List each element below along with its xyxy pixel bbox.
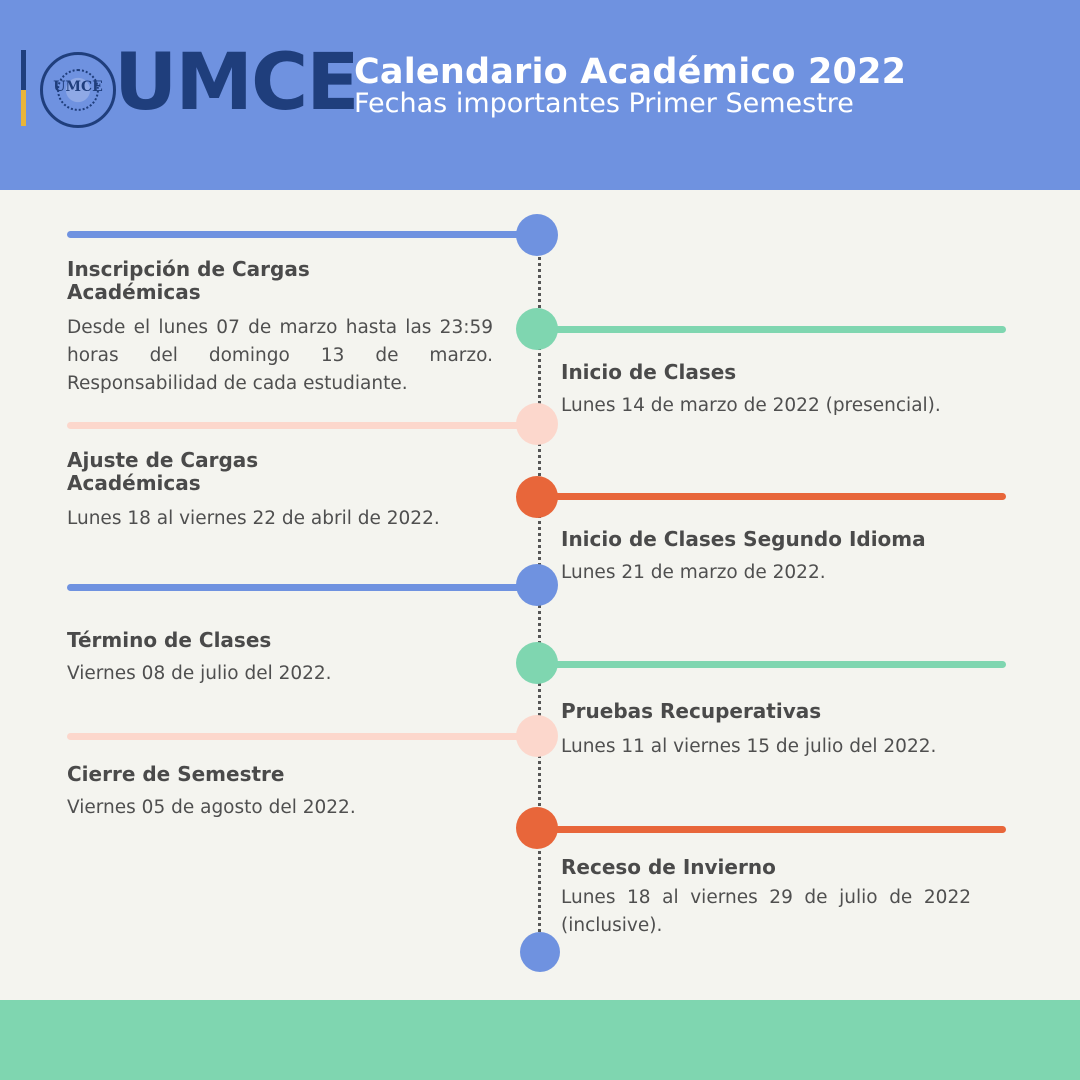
timeline-dot (520, 932, 560, 972)
event-desc-termino: Viernes 08 de julio del 2022. (67, 663, 332, 684)
event-title-ajuste: Ajuste de Cargas Académicas (67, 448, 259, 495)
event-title-pruebas: Pruebas Recuperativas (561, 699, 822, 723)
university-seal-icon (40, 52, 116, 128)
event-title-segundo-idioma: Inicio de Clases Segundo Idioma (561, 527, 926, 551)
logo-bar-blue (21, 50, 26, 90)
timeline-bar-right (538, 661, 1006, 668)
timeline-dot (516, 715, 558, 757)
timeline-bar-left (67, 584, 537, 591)
timeline-bar-left (67, 231, 537, 238)
event-desc-inicio-clases: Lunes 14 de marzo de 2022 (presencial). (561, 395, 941, 416)
event-desc-cierre: Viernes 05 de agosto del 2022. (67, 797, 356, 818)
timeline-bar-right (538, 826, 1006, 833)
timeline-dot (516, 476, 558, 518)
event-desc-inscripcion: Desde el lunes 07 de marzo hasta las 23:59 horas del domingo 13 de marzo. Responsabilidad de cada estudiante. (67, 317, 493, 394)
timeline-dot (516, 642, 558, 684)
event-title-inscripcion: Inscripción de Cargas Académicas (67, 257, 310, 304)
seal-text: UMCE (53, 79, 103, 95)
umce-logo (18, 38, 358, 130)
header-banner (0, 0, 1080, 190)
event-title-inicio-clases: Inicio de Clases (561, 360, 737, 384)
timeline-dot (516, 403, 558, 445)
event-desc-segundo-idioma: Lunes 21 de marzo de 2022. (561, 562, 826, 583)
logo-bar-yellow (21, 90, 26, 126)
footer-band (0, 1000, 1080, 1080)
timeline-bar-right (538, 326, 1006, 333)
timeline-dot (516, 308, 558, 350)
event-title-cierre: Cierre de Semestre (67, 762, 285, 786)
timeline-dot (516, 564, 558, 606)
page-subtitle: Fechas importantes Primer Semestre (354, 88, 854, 119)
event-desc-receso: Lunes 18 al viernes 29 de julio de 2022 (inclusive). (561, 887, 971, 936)
event-title-receso: Receso de Invierno (561, 855, 776, 879)
event-desc-ajuste: Lunes 18 al viernes 22 de abril de 2022. (67, 508, 440, 529)
timeline-dot (516, 807, 558, 849)
timeline-bar-left (67, 733, 537, 740)
event-desc-pruebas: Lunes 11 al viernes 15 de julio del 2022. (561, 736, 937, 757)
event-title-termino: Término de Clases (67, 628, 272, 652)
timeline-dot (516, 214, 558, 256)
timeline-bar-right (538, 493, 1006, 500)
logo-wordmark: UMCE (114, 38, 358, 128)
timeline-bar-left (67, 422, 537, 429)
page-title: Calendario Académico 2022 (354, 52, 907, 92)
